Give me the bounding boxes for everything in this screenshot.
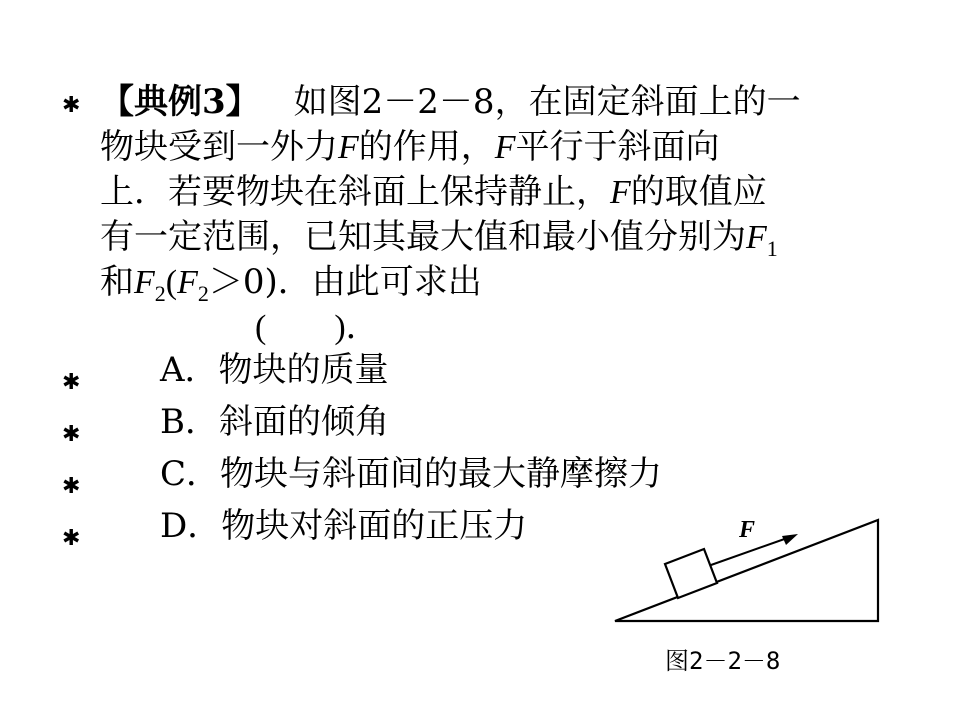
- option-a[interactable]: A．物块的质量: [160, 350, 389, 390]
- answer-paren-text: ( )．: [255, 309, 380, 346]
- q3-b: 的取值应: [630, 172, 767, 212]
- question-line-4: [100, 215, 900, 260]
- question-text: [100, 80, 900, 350]
- bullet-option-a: ✱: [62, 370, 81, 395]
- force-label: F: [739, 517, 756, 543]
- question-line-5: [100, 260, 900, 305]
- example-tag: 【典例3】: [100, 82, 260, 122]
- q5-sub-2: 2: [154, 281, 166, 306]
- block: [665, 549, 717, 598]
- q4-a: 有一定范围，已知其最大值和最小值分别为: [100, 217, 746, 257]
- option-b[interactable]: B．斜面的倾角: [160, 402, 389, 442]
- figure-caption: 图2－2－8: [665, 647, 781, 675]
- q2-b: 的作用，: [358, 127, 495, 167]
- q2-force-f-2: F: [494, 129, 516, 166]
- q2-a: 物块受到一外力: [100, 127, 338, 167]
- force-arrow-head: [782, 534, 798, 545]
- option-c[interactable]: C．物块与斜面间的最大静摩擦力: [160, 454, 663, 494]
- q5-force-f2-b: F: [177, 264, 198, 301]
- option-d[interactable]: D．物块对斜面的正压力: [160, 506, 528, 546]
- q2-force-f: F: [338, 129, 359, 166]
- q5-condition: ＞0)．由此可求出: [208, 262, 482, 302]
- q2-c: 平行于斜面向: [515, 127, 720, 167]
- q5-a: 和: [100, 262, 134, 302]
- q3-force-f: F: [610, 174, 631, 211]
- q4-sub-1: 1: [766, 236, 778, 261]
- answer-paren: [100, 305, 900, 350]
- question-line-3: [100, 170, 900, 215]
- bullet-option-d: ✱: [62, 526, 81, 551]
- q5-sub-2-b: 2: [197, 281, 209, 306]
- q5-open-paren: (: [165, 264, 178, 301]
- bullet-option-c: ✱: [62, 474, 81, 499]
- question-line-1: [100, 80, 900, 125]
- bullet-question: ✱: [62, 93, 81, 118]
- bullet-option-b: ✱: [62, 422, 81, 447]
- q4-force-f1: F: [746, 219, 767, 256]
- q5-force-f2: F: [134, 264, 155, 301]
- question-line-2: [100, 125, 900, 170]
- question-line-1-text: 如图2－2－8，在固定斜面上的一: [293, 82, 801, 122]
- q3-a: 上．若要物块在斜面上保持静止，: [100, 172, 610, 212]
